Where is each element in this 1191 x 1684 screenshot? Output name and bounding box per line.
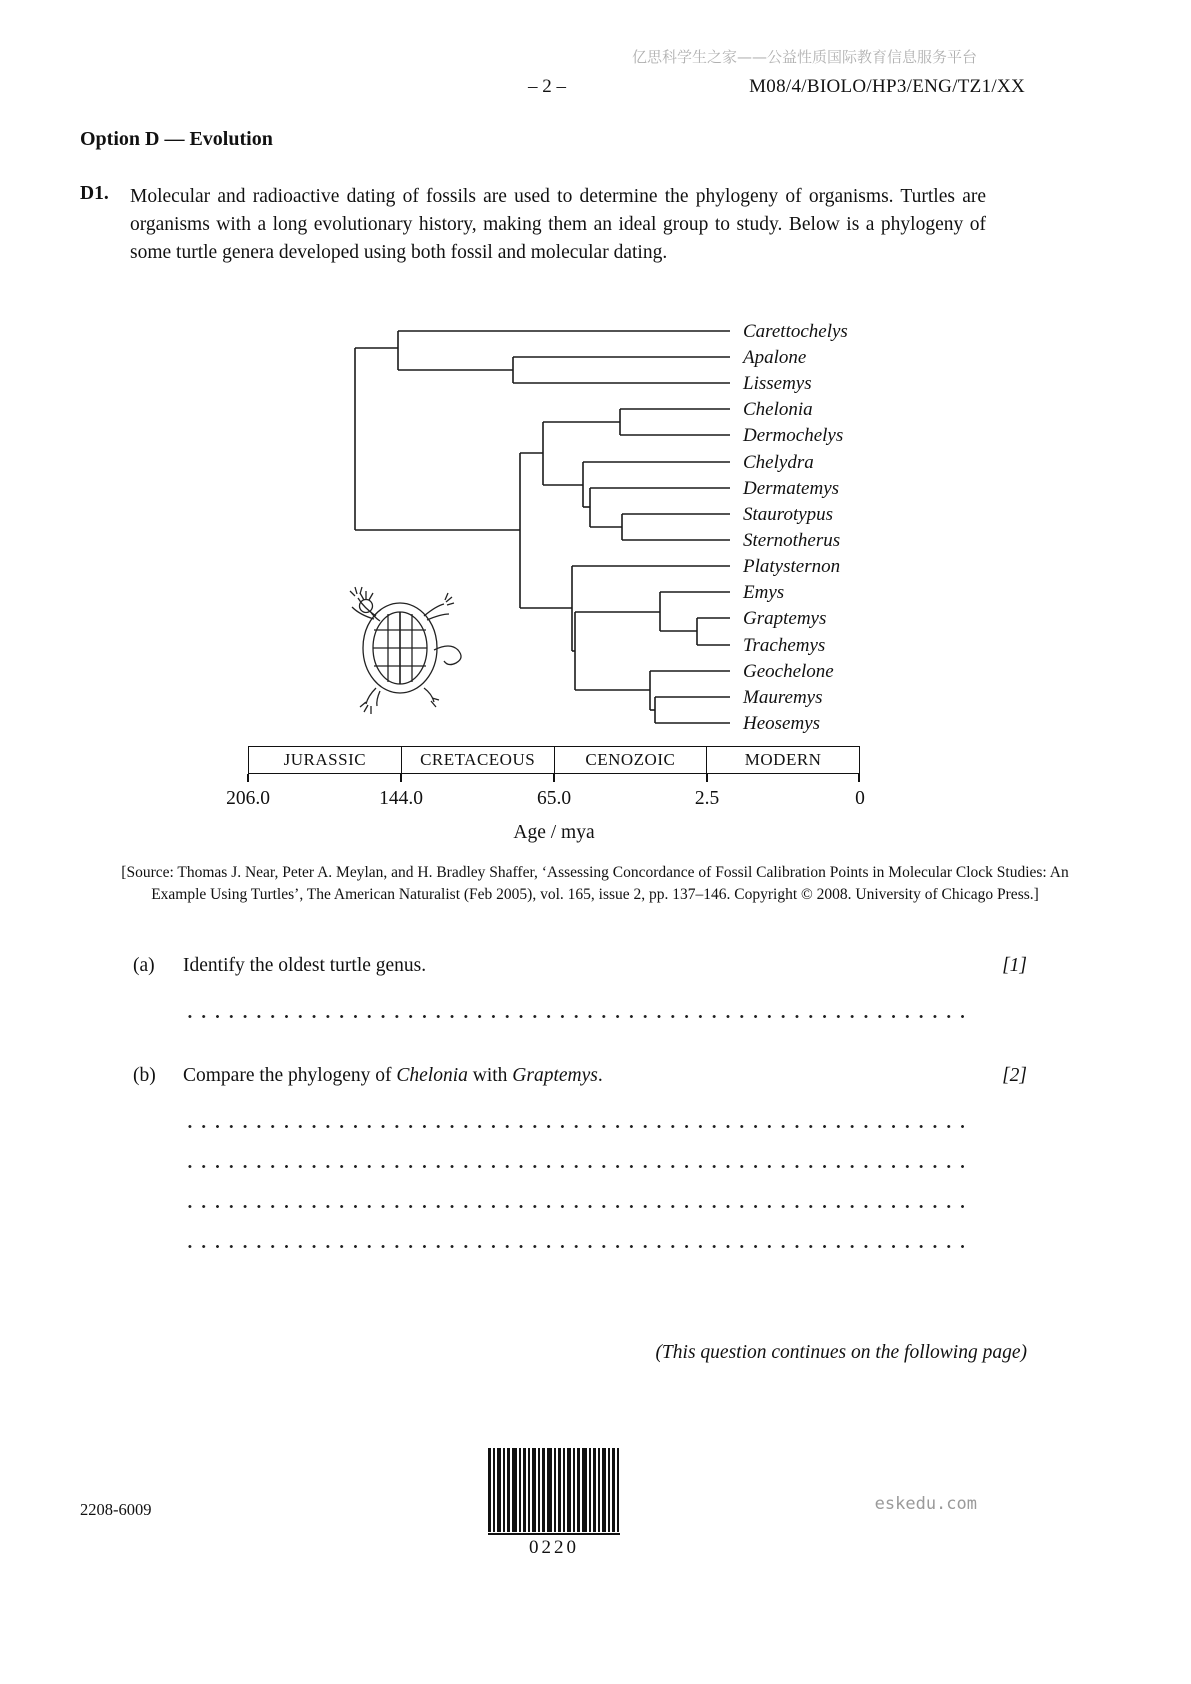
axis-age-206: 206.0 bbox=[226, 788, 270, 809]
part-b-text-middle: with bbox=[467, 1065, 513, 1086]
answer-line bbox=[183, 1124, 973, 1129]
source-citation: [Source: Thomas J. Near, Peter A. Meylan, and H. Bradley Shaffer, ‘Assessing Concordance of Fossil Calibration Points in Molecular Clock Studies: An Example Using Turtles’, The American Naturalist (Feb 2005), vol. 165, issue 2, pp. 137–146. Copyright © 2008. University of Chicago Press.] bbox=[121, 864, 1069, 904]
taxon-label: Geochelone bbox=[743, 661, 834, 682]
taxon-label: Platysternon bbox=[743, 556, 841, 577]
page-number: – 2 – bbox=[528, 76, 566, 97]
taxon-label: Trachemys bbox=[743, 635, 826, 656]
taxon-label: Heosemys bbox=[743, 713, 821, 734]
taxon-label: Sternotherus bbox=[743, 530, 841, 551]
part-b-label: (b) bbox=[133, 1065, 156, 1086]
part-b-marks: [2] bbox=[1002, 1065, 1027, 1086]
taxon-label: Staurotypus bbox=[743, 504, 834, 525]
section-title: Option D — Evolution bbox=[80, 128, 273, 150]
answer-line bbox=[183, 1244, 973, 1249]
timeline-period-jurassic: JURASSIC bbox=[283, 750, 367, 769]
taxon-label: Dermochelys bbox=[743, 425, 844, 446]
taxon-label: Lissemys bbox=[743, 373, 812, 394]
taxon-label: Carettochelys bbox=[743, 321, 848, 342]
turtle-illustration bbox=[350, 587, 461, 714]
watermark-text: 亿思科学生之家——公益性质国际教育信息服务平台 bbox=[631, 48, 977, 66]
document-number: 2208-6009 bbox=[80, 1500, 152, 1519]
axis-age-0: 0 bbox=[855, 788, 865, 809]
answer-line bbox=[183, 1164, 973, 1169]
axis-label: Age / mya bbox=[513, 822, 595, 843]
part-a-label: (a) bbox=[133, 955, 155, 976]
timeline-period-modern: MODERN bbox=[706, 747, 859, 773]
part-a-text: Identify the oldest turtle genus. bbox=[183, 955, 427, 976]
taxon-label: Mauremys bbox=[743, 687, 823, 708]
timeline-bar bbox=[248, 746, 860, 774]
timeline-period-cretaceous: CRETACEOUS bbox=[401, 747, 554, 773]
axis-tick bbox=[706, 774, 708, 782]
taxon-label: Dermatemys bbox=[743, 478, 840, 499]
barcode-number: 0220 bbox=[529, 1537, 579, 1558]
axis-age-65: 65.0 bbox=[536, 788, 572, 809]
site-mark: eskedu.com bbox=[874, 1494, 977, 1514]
question-number: D1. bbox=[80, 183, 109, 204]
axis-tick bbox=[553, 774, 555, 782]
taxon-label: Graptemys bbox=[743, 608, 827, 629]
part-b-text-prefix: Compare the phylogeny of bbox=[183, 1065, 397, 1086]
answer-line bbox=[183, 1014, 973, 1019]
taxon-label: Chelonia bbox=[743, 399, 813, 420]
phylogeny-branches bbox=[355, 331, 730, 723]
taxon-label: Apalone bbox=[743, 347, 807, 368]
part-b-text bbox=[183, 1065, 603, 1087]
part-b-text-suffix: . bbox=[597, 1065, 603, 1086]
taxon-labels bbox=[741, 321, 848, 734]
axis-tick bbox=[858, 774, 860, 782]
barcode-rule bbox=[488, 1533, 620, 1535]
continuation-note: (This question continues on the following page) bbox=[655, 1342, 1027, 1363]
axis-tick bbox=[247, 774, 249, 782]
question-intro: Molecular and radioactive dating of fossils are used to determine the phylogeny of organisms. Turtles are organisms with a long evolutionary history, making them an ideal group to study. Below is a phylogeny of some turtle genera developed using both fossil and molecular dating. bbox=[130, 186, 986, 264]
part-b-genus-1: Chelonia bbox=[396, 1065, 468, 1086]
barcode bbox=[488, 1448, 620, 1559]
timeline-period-cenozoic: CENOZOIC bbox=[554, 747, 707, 773]
taxon-label: Chelydra bbox=[743, 452, 814, 473]
axis-age-2.5: 2.5 bbox=[694, 788, 720, 809]
exam-code: M08/4/BIOLO/HP3/ENG/TZ1/XX bbox=[749, 76, 1025, 97]
part-b-genus-2: Graptemys bbox=[512, 1065, 598, 1086]
axis-age-144: 144.0 bbox=[379, 788, 423, 809]
answer-line bbox=[183, 1204, 973, 1209]
axis-tick bbox=[400, 774, 402, 782]
barcode-bars bbox=[488, 1448, 620, 1532]
taxon-label: Emys bbox=[743, 582, 785, 603]
part-a-marks: [1] bbox=[1002, 955, 1027, 976]
